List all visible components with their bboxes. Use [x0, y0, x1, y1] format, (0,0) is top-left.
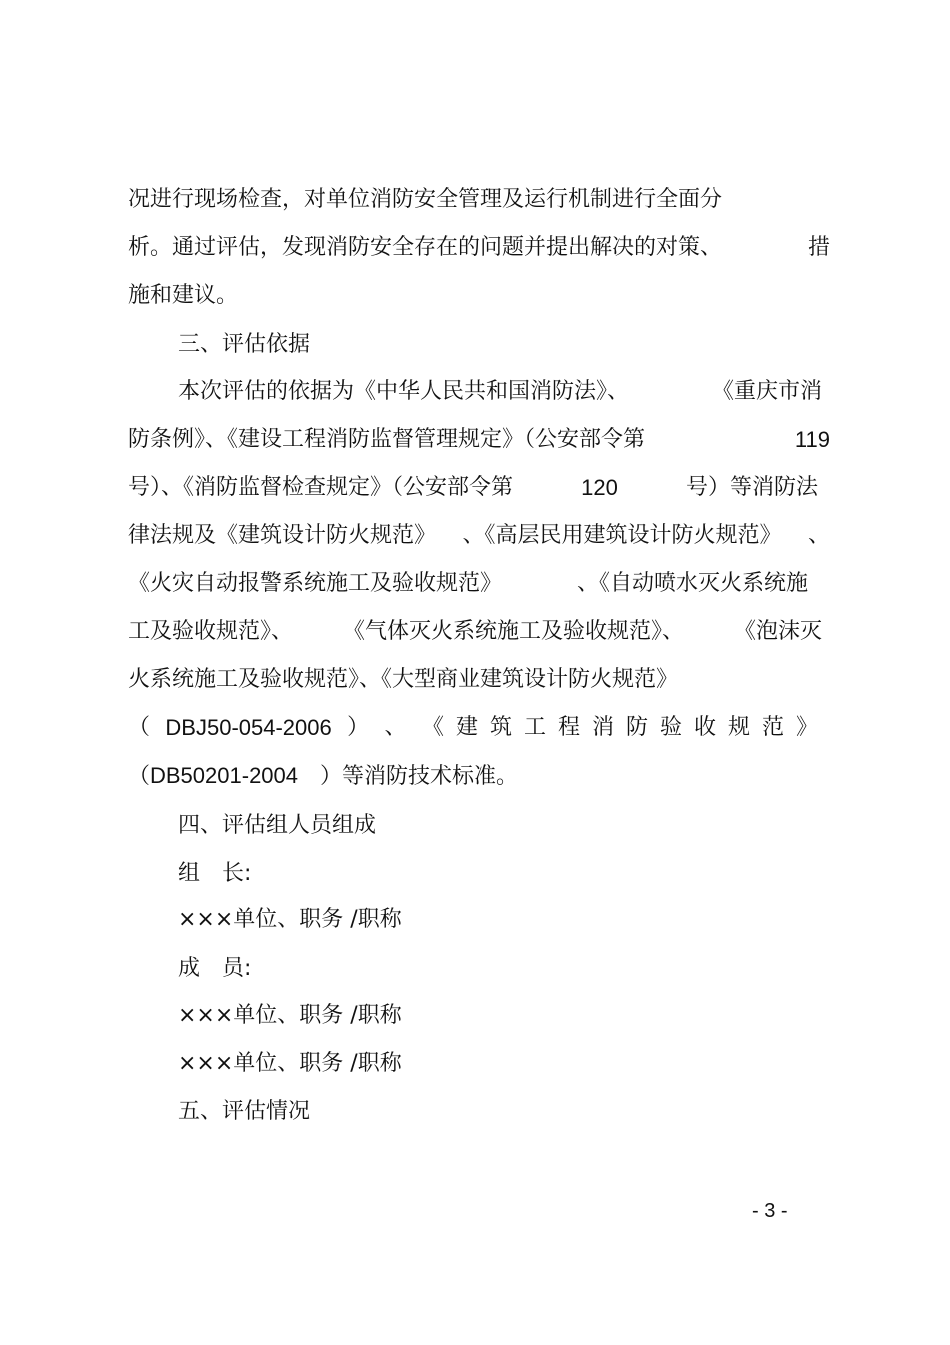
- paragraph-line: [128, 521, 830, 551]
- section-heading: 三、评估依据: [178, 332, 311, 357]
- text-segment: 措: [807, 235, 830, 260]
- member-entry: ×××单位、职务 /职称: [178, 907, 402, 932]
- page-number: - 3 -: [752, 1200, 788, 1222]
- paragraph-line: [128, 713, 830, 743]
- text-segment: 防条例》、《建设工程消防监督管理规定》（公安部令第: [128, 427, 646, 452]
- paragraph-line: [178, 377, 822, 407]
- text-segment: 号）等消防法: [685, 475, 818, 500]
- text-segment: 119: [794, 427, 830, 452]
- paragraph-line: 况进行现场检查，对单位消防安全管理及运行机制进行全面分: [128, 187, 723, 212]
- paragraph-line: [128, 761, 518, 792]
- text-segment: 《泡沫灭: [733, 619, 822, 644]
- role-label: 成 员:: [178, 956, 252, 981]
- text-segment: 、: [384, 715, 407, 740]
- text-segment: （: [128, 715, 151, 740]
- paragraph-line: [128, 617, 822, 647]
- paragraph-line: 火系统施工及验收规范》、《大型商业建筑设计防火规范》: [128, 667, 679, 692]
- text-segment: （DB50201-2004: [128, 763, 299, 788]
- text-segment: 、《高层民用建筑设计防火规范》: [462, 523, 782, 548]
- text-segment: 律法规及《建筑设计防火规范》: [128, 523, 437, 548]
- paragraph-line: [128, 425, 830, 455]
- text-segment: 《重庆市消: [711, 379, 822, 404]
- section-heading: 五、评估情况: [178, 1099, 311, 1124]
- text-segment: 120: [581, 475, 618, 500]
- paragraph-line: [128, 233, 830, 263]
- text-segment: 、《自动喷水灭火系统施: [576, 571, 808, 596]
- paragraph-line: [128, 569, 808, 599]
- member-entry: ×××单位、职务 /职称: [178, 1003, 402, 1028]
- text-segment: DBJ50-054-2006: [165, 715, 332, 740]
- text-segment: 析。通过评估，发现消防安全存在的问题并提出解决的对策、: [128, 235, 723, 260]
- text-segment: 号）、《消防监督检查规定》（公安部令第: [128, 475, 514, 500]
- paragraph-line: [128, 473, 818, 503]
- text-segment: ）: [347, 715, 370, 740]
- member-entry: ×××单位、职务 /职称: [178, 1051, 402, 1076]
- text-segment: 、: [807, 523, 830, 548]
- text-segment: 《建筑工程消防验收规范》: [421, 715, 830, 740]
- text-segment: 本次评估的依据为《中华人民共和国消防法》、: [178, 379, 630, 404]
- section-heading: 四、评估组人员组成: [178, 813, 377, 838]
- text-segment: 工及验收规范》、: [128, 619, 294, 644]
- text-segment: 《火灾自动报警系统施工及验收规范》: [128, 571, 503, 596]
- role-label: 组 长:: [178, 861, 252, 886]
- paragraph-line: 施和建议。: [128, 283, 239, 308]
- text-segment: ）等消防技术标准。: [320, 764, 519, 789]
- text-segment: 《气体灭火系统施工及验收规范》、: [342, 619, 684, 644]
